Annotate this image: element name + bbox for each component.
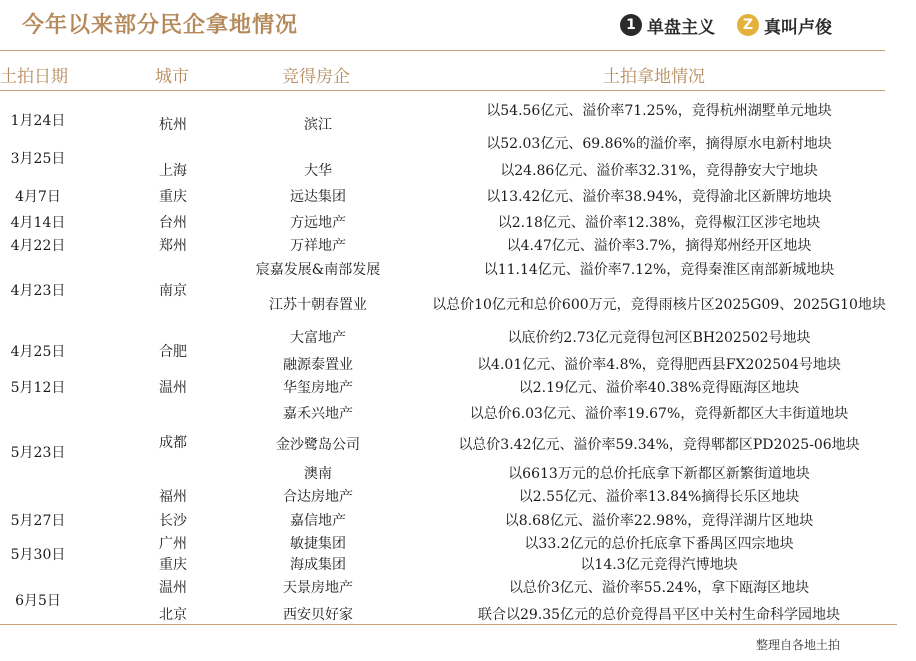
date-cell: 5月27日 bbox=[10, 513, 66, 529]
company-cell: 合达房地产 bbox=[283, 489, 353, 505]
city-cell: 温州 bbox=[159, 380, 187, 396]
company-cell: 融源泰置业 bbox=[283, 357, 353, 373]
zhenjiao-logo-icon: Z bbox=[737, 14, 759, 36]
detail-cell: 以总价6.03亿元、溢价率19.67%，竞得新都区大丰街道地块 bbox=[469, 406, 849, 422]
date-cell: 1月24日 bbox=[10, 113, 66, 129]
detail-cell: 以2.55亿元、溢价率13.84%摘得长乐区地块 bbox=[518, 489, 800, 505]
city-cell: 郑州 bbox=[159, 238, 187, 254]
city-cell: 杭州 bbox=[159, 117, 187, 133]
date-cell: 4月7日 bbox=[15, 189, 61, 205]
brand-danpan bbox=[620, 12, 715, 38]
company-cell: 敏捷集团 bbox=[290, 536, 346, 552]
detail-cell: 以52.03亿元、69.86%的溢价率，摘得原水电新村地块 bbox=[486, 136, 832, 152]
date-cell: 6月5日 bbox=[15, 593, 61, 609]
city-cell: 温州 bbox=[159, 580, 187, 596]
detail-cell: 以总价3.42亿元、溢价率59.34%，竞得郫都区PD2025-06地块 bbox=[458, 437, 860, 453]
city-cell: 合肥 bbox=[159, 344, 187, 360]
company-cell: 海成集团 bbox=[290, 557, 346, 573]
company-cell: 宸嘉发展&南部发展 bbox=[255, 262, 381, 278]
city-cell: 成都 bbox=[159, 435, 187, 451]
date-cell: 4月14日 bbox=[10, 215, 66, 231]
header-divider bbox=[0, 90, 885, 91]
header-detail: 土拍拿地情况 bbox=[603, 67, 705, 87]
detail-cell: 以总价10亿元和总价600万元，竞得雨核片区2025G09、2025G10地块 bbox=[432, 297, 886, 313]
company-cell: 华玺房地产 bbox=[283, 380, 353, 396]
source-note: 整理自各地土拍 bbox=[756, 638, 841, 652]
city-cell: 福州 bbox=[159, 489, 187, 505]
city-cell: 重庆 bbox=[159, 189, 187, 205]
detail-cell: 以54.56亿元、溢价率71.25%，竞得杭州湖墅单元地块 bbox=[486, 103, 832, 119]
detail-cell: 以6613万元的总价托底拿下新都区新繁街道地块 bbox=[508, 466, 810, 482]
header-company: 竞得房企 bbox=[282, 67, 350, 87]
bottom-divider bbox=[0, 624, 897, 625]
detail-cell: 以11.14亿元、溢价率7.12%，竞得秦淮区南部新城地块 bbox=[483, 262, 835, 278]
detail-cell: 以24.86亿元、溢价率32.31%，竞得静安大宁地块 bbox=[500, 163, 818, 179]
detail-cell: 以8.68亿元、溢价率22.98%，竞得洋湖片区地块 bbox=[504, 513, 814, 529]
date-cell: 4月23日 bbox=[10, 283, 66, 299]
date-cell: 4月25日 bbox=[10, 344, 66, 360]
brand-danpan-label: 单盘主义 bbox=[647, 17, 715, 38]
city-cell: 南京 bbox=[159, 283, 187, 299]
header-date: 土拍日期 bbox=[0, 67, 68, 87]
company-cell: 嘉信地产 bbox=[290, 513, 346, 529]
company-cell: 滨江 bbox=[304, 117, 332, 133]
company-cell: 远达集团 bbox=[290, 189, 346, 205]
city-cell: 广州 bbox=[159, 536, 187, 552]
company-cell: 金沙鹭岛公司 bbox=[276, 437, 360, 453]
city-cell: 上海 bbox=[159, 163, 187, 179]
date-cell: 4月22日 bbox=[10, 238, 66, 254]
company-cell: 西安贝好家 bbox=[283, 607, 353, 623]
detail-cell: 以4.47亿元、溢价率3.7%，摘得郑州经开区地块 bbox=[506, 238, 812, 254]
detail-cell: 以4.01亿元、溢价率4.8%，竞得肥西县FX202504号地块 bbox=[477, 357, 841, 373]
city-cell: 重庆 bbox=[159, 557, 187, 573]
date-cell: 5月23日 bbox=[10, 445, 66, 461]
city-cell: 长沙 bbox=[159, 513, 187, 529]
detail-cell: 以33.2亿元的总价托底拿下番禺区四宗地块 bbox=[524, 536, 794, 552]
company-cell: 嘉禾兴地产 bbox=[283, 406, 353, 422]
company-cell: 大富地产 bbox=[290, 330, 346, 346]
city-cell: 北京 bbox=[159, 607, 187, 623]
detail-cell: 以2.19亿元、溢价率40.38%竞得瓯海区地块 bbox=[518, 380, 800, 396]
detail-cell: 以14.3亿元竞得汽博地块 bbox=[580, 557, 738, 573]
company-cell: 方远地产 bbox=[290, 215, 346, 231]
brand-zhenjiao bbox=[737, 12, 832, 38]
header-city: 城市 bbox=[155, 67, 189, 87]
date-cell: 3月25日 bbox=[10, 151, 66, 167]
detail-cell: 以总价3亿元、溢价率55.24%，拿下瓯海区地块 bbox=[508, 580, 810, 596]
company-cell: 天景房地产 bbox=[283, 580, 353, 596]
company-cell: 江苏十朝春置业 bbox=[269, 297, 367, 313]
date-cell: 5月30日 bbox=[10, 547, 66, 563]
detail-cell: 以底价约2.73亿元竞得包河区BH202502号地块 bbox=[507, 330, 811, 346]
detail-cell: 以13.42亿元、溢价率38.94%，竞得渝北区新牌坊地块 bbox=[486, 189, 832, 205]
city-cell: 台州 bbox=[159, 215, 187, 231]
brand-zhenjiao-label: 真叫卢俊 bbox=[764, 17, 832, 38]
top-divider bbox=[0, 50, 885, 51]
company-cell: 大华 bbox=[304, 163, 332, 179]
company-cell: 澳南 bbox=[304, 466, 332, 482]
company-cell: 万祥地产 bbox=[290, 238, 346, 254]
detail-cell: 以2.18亿元、溢价率12.38%，竞得椒江区涉宅地块 bbox=[497, 215, 821, 231]
danpan-logo-icon: 1 bbox=[620, 14, 642, 36]
detail-cell: 联合以29.35亿元的总价竞得昌平区中关村生命科学园地块 bbox=[477, 607, 841, 623]
date-cell: 5月12日 bbox=[10, 380, 66, 396]
page-title: 今年以来部分民企拿地情况 bbox=[22, 13, 299, 38]
